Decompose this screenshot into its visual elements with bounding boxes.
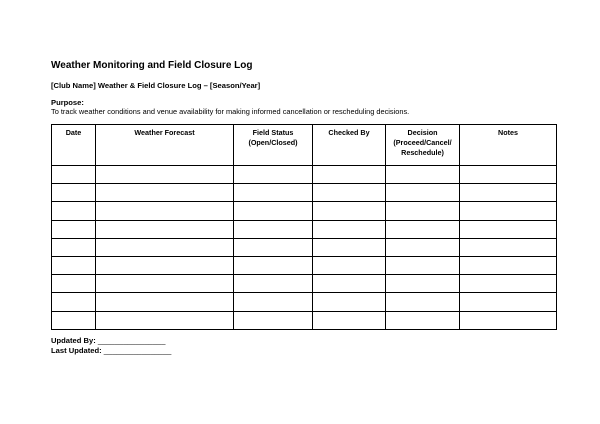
cell-field-status[interactable] [234,238,313,256]
cell-decision[interactable] [386,256,460,274]
cell-field-status[interactable] [234,275,313,293]
cell-decision[interactable] [386,202,460,220]
cell-date[interactable] [52,238,96,256]
cell-decision[interactable] [386,220,460,238]
cell-checked-by[interactable] [313,166,386,184]
column-header-field-status: Field Status (Open/Closed) [234,125,313,166]
last-updated-label: Last Updated: [51,346,102,355]
cell-weather-forecast[interactable] [96,275,234,293]
cell-field-status[interactable] [234,293,313,311]
cell-notes[interactable] [460,293,557,311]
table-body [52,166,557,330]
cell-decision[interactable] [386,311,460,329]
cell-weather-forecast[interactable] [96,293,234,311]
table-row [52,166,557,184]
purpose-text: To track weather conditions and venue availability for making informed cancellation or rescheduling decisions. [51,107,410,116]
cell-date[interactable] [52,311,96,329]
cell-notes[interactable] [460,184,557,202]
table-row [52,311,557,329]
column-header-weather-forecast: Weather Forecast [96,125,234,166]
last-updated-line [51,346,171,355]
updated-by-blank[interactable]: ________________ [97,336,166,345]
cell-date[interactable] [52,275,96,293]
purpose-label: Purpose: [51,98,84,107]
cell-notes[interactable] [460,256,557,274]
cell-checked-by[interactable] [313,256,386,274]
cell-field-status[interactable] [234,184,313,202]
cell-weather-forecast[interactable] [96,202,234,220]
cell-decision[interactable] [386,184,460,202]
cell-notes[interactable] [460,166,557,184]
table-row [52,202,557,220]
cell-notes[interactable] [460,311,557,329]
table-row [52,256,557,274]
cell-date[interactable] [52,202,96,220]
column-header-checked-by: Checked By [313,125,386,166]
column-header-date: Date [52,125,96,166]
table-row [52,275,557,293]
column-header-notes: Notes [460,125,557,166]
cell-checked-by[interactable] [313,202,386,220]
cell-decision[interactable] [386,275,460,293]
cell-decision[interactable] [386,238,460,256]
closure-log-table [51,124,557,330]
cell-field-status[interactable] [234,220,313,238]
cell-field-status[interactable] [234,256,313,274]
cell-checked-by[interactable] [313,238,386,256]
cell-checked-by[interactable] [313,220,386,238]
cell-date[interactable] [52,293,96,311]
table-row [52,220,557,238]
cell-date[interactable] [52,166,96,184]
document-title: Weather Monitoring and Field Closure Log [51,60,253,71]
cell-decision[interactable] [386,293,460,311]
cell-weather-forecast[interactable] [96,311,234,329]
cell-weather-forecast[interactable] [96,256,234,274]
cell-weather-forecast[interactable] [96,238,234,256]
cell-field-status[interactable] [234,311,313,329]
cell-weather-forecast[interactable] [96,220,234,238]
cell-notes[interactable] [460,275,557,293]
table-row [52,293,557,311]
cell-notes[interactable] [460,202,557,220]
table-row [52,238,557,256]
cell-checked-by[interactable] [313,275,386,293]
cell-field-status[interactable] [234,166,313,184]
cell-decision[interactable] [386,166,460,184]
cell-date[interactable] [52,220,96,238]
last-updated-blank[interactable]: ________________ [103,346,172,355]
cell-weather-forecast[interactable] [96,184,234,202]
cell-weather-forecast[interactable] [96,166,234,184]
cell-date[interactable] [52,184,96,202]
cell-notes[interactable] [460,238,557,256]
cell-checked-by[interactable] [313,184,386,202]
updated-by-line [51,336,165,345]
column-header-decision: Decision (Proceed/Cancel/ Reschedule) [386,125,460,166]
updated-by-label: Updated By: [51,336,96,345]
cell-checked-by[interactable] [313,293,386,311]
document-subtitle: [Club Name] Weather & Field Closure Log – [Season/Year] [51,81,261,90]
cell-field-status[interactable] [234,202,313,220]
table-header-row [52,125,557,166]
cell-checked-by[interactable] [313,311,386,329]
cell-date[interactable] [52,256,96,274]
cell-notes[interactable] [460,220,557,238]
table-row [52,184,557,202]
